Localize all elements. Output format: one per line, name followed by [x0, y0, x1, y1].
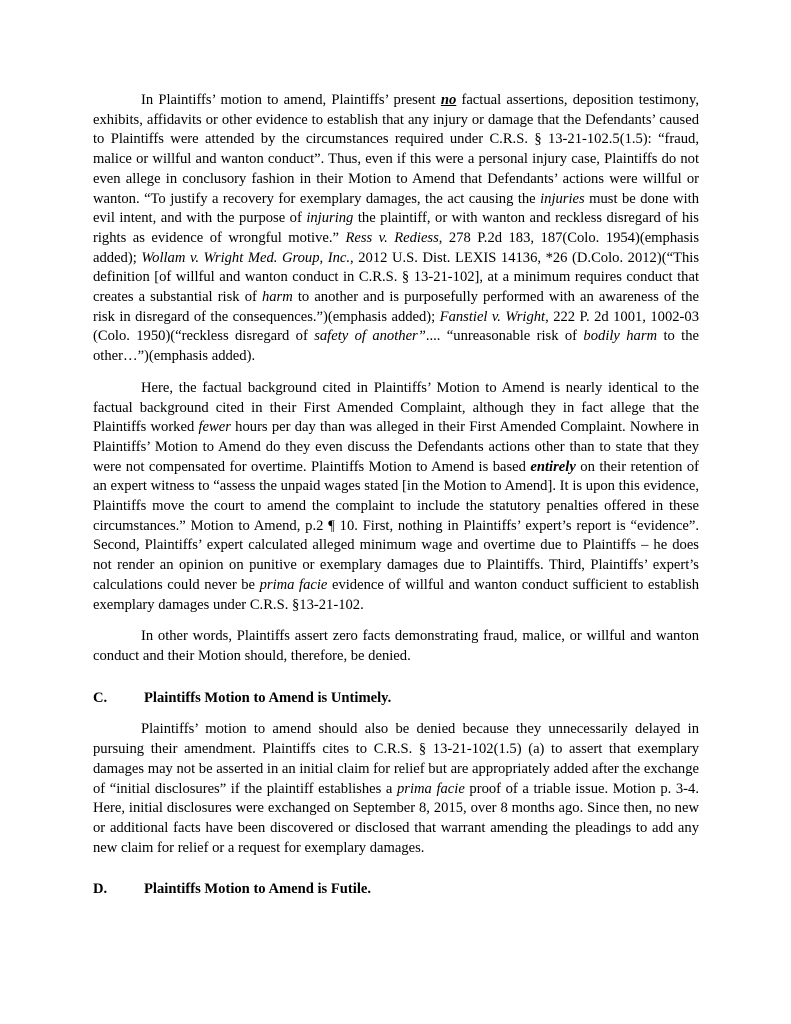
section-c-title: Plaintiffs Motion to Amend is Untimely.: [144, 689, 392, 706]
document-body: [93, 91, 699, 912]
text-run: Here, the factual background cited in Plaintiffs’ Motion to Amend is nearly identical to the factual background cited in their First Amended Complaint, although they in fact allege that the Plaintiffs worked: [93, 379, 699, 436]
paragraph-untimely: [93, 720, 699, 858]
paragraph-factual-background: [93, 379, 699, 615]
text-run: factual assertions, deposition testimony, exhibits, affidavits or other evidence to establish that any injury or damage that the Defendants’ caused to Plaintiffs were attended by the circumstances required under C.R.S. § 13-21-102.5(1.5): “fraud, malice or willful and wanton conduct”. Thus, even if this were a personal injury case, Plaintiffs do not even allege in conclusory fashion in their Motion to Amend that Defendants’ actions were willful or wanton. “To justify a recovery for exemplary damages, the act causing the: [93, 92, 699, 207]
text-run: to another and is purposefully performed with an awareness of the risk in disregard of the consequences.”)(emphasis added);: [93, 289, 699, 325]
text-run: , 222 P. 2d 1001, 1002-03 (Colo. 1950)(“reckless disregard of: [93, 308, 700, 345]
paragraph-conclusion: [93, 627, 699, 666]
emphasized-text: injuring: [306, 210, 354, 227]
text-run: , 278 P.2d 183, 187(Colo. 1954)(emphasis added);: [93, 229, 700, 266]
emphasized-text: prima facie: [396, 780, 465, 797]
emphasized-text: fewer: [198, 419, 231, 436]
emphasized-text: injuries: [540, 190, 585, 207]
text-run: to the other…”)(emphasis added).: [93, 328, 699, 365]
emphasized-text: no: [440, 92, 457, 108]
text-run: hours per day than was alleged in their First Amended Complaint. Nowhere in Plaintiffs’ Motion to Amend do they even discuss the Defendants actions other than to state that they were not compensated for overtime. Plaintiffs Motion to Amend is based: [93, 419, 700, 475]
section-d-heading: [93, 880, 699, 900]
text-run: proof of a triable issue. Motion p. 3-4. Here, initial disclosures were exchanged on September 8, 2015, over 8 months ago. Since then, no new or additional facts have been discovered or disclosed that warrant amending the pleadings to add any new claim for relief or a request for exemplary damages.: [93, 780, 699, 856]
text-run: the plaintiff, or with wanton and reckless disregard of his rights as evidence of wrongful motive.”: [93, 210, 699, 246]
text-run: , 2012 U.S. Dist. LEXIS 14136, *26 (D.Colo. 2012)(“This definition [of willful and wanton conduct in C.R.S. § 13-21-102], at a minimum requires conduct that creates a substantial risk of: [93, 249, 699, 306]
emphasized-text: Wollam v. Wright Med. Group, Inc.: [141, 249, 351, 266]
text-run: evidence of willful and wanton conduct sufficient to establish exemplary damages under C.R.S. §13-21-102.: [93, 576, 699, 613]
section-d-number: D.: [93, 881, 108, 898]
emphasized-text: harm: [261, 289, 293, 306]
paragraph-no-factual-assertions: [93, 91, 699, 367]
emphasized-text: bodily harm: [583, 328, 658, 345]
emphasized-text: Fanstiel v. Wright: [439, 308, 546, 325]
text-run: In other words, Plaintiffs assert zero facts demonstrating fraud, malice, or willful and wanton conduct and their Motion should, therefore, be denied.: [93, 628, 699, 664]
emphasized-text: Ress v. Rediess: [345, 229, 439, 246]
text-run: .... “unreasonable risk of: [425, 328, 584, 345]
section-c-number: C.: [93, 689, 108, 706]
text-run: must be done with evil intent, and with the purpose of: [93, 190, 699, 227]
text-run: In Plaintiffs’ motion to amend, Plaintiffs’ present: [141, 92, 441, 108]
section-d-title: Plaintiffs Motion to Amend is Futile.: [144, 881, 372, 898]
section-c-heading: [93, 689, 699, 709]
emphasized-text: safety of another”: [314, 328, 426, 345]
text-run: on their retention of an expert witness to “assess the unpaid wages stated [in the Motion to Amend]. It is upon this evidence, Plaintiffs move the court to amend the complaint to include the statutory penalties offered in these circumstances.” Motion to Amend, p.2 ¶ 10. First, nothing in Plaintiffs’ expert’s report is “evidence”. Second, Plaintiffs’ expert calculated alleged minimum wage and overtime due to Plaintiffs – he does not render an opinion on punitive or exemplary damages due to Plaintiffs. Third, Plaintiffs’ expert’s calculations could never be: [93, 458, 699, 593]
text-run: Plaintiffs’ motion to amend should also be denied because they unnecessarily delayed in pursuing their amendment. Plaintiffs cites to C.R.S. § 13-21-102(1.5) (a) to assert that exemplary damages may not be asserted in an initial claim for relief but are appropriately added after the exchange of “initial disclosures” if the plaintiff establishes a: [93, 721, 699, 797]
emphasized-text: prima facie: [259, 576, 328, 593]
emphasized-text: entirely: [530, 458, 576, 475]
